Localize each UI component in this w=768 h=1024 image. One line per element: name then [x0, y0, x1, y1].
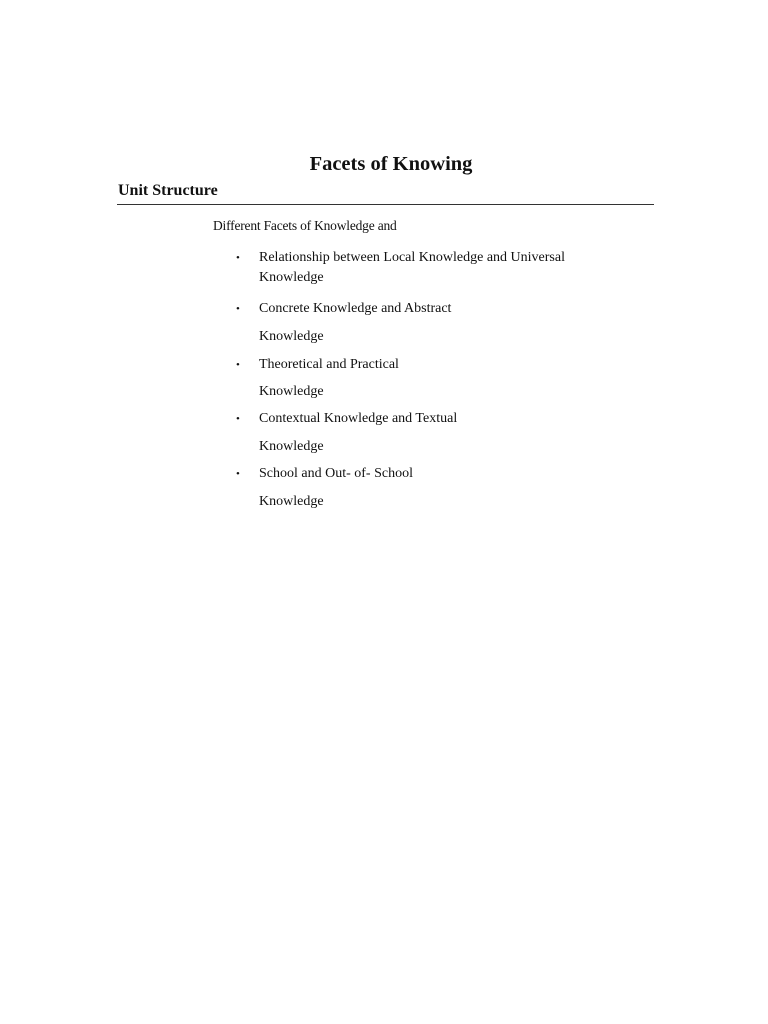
list-item-line1: Relationship between Local Knowledge and Universal: [259, 250, 565, 265]
list-item-line1: Contextual Knowledge and Textual: [259, 411, 458, 426]
heading-divider: [117, 204, 654, 205]
bullet-icon: •: [236, 252, 240, 264]
list-item-line2: Knowledge: [259, 494, 324, 509]
list-item-line1: School and Out- of- School: [259, 466, 413, 481]
list-item-line2: Knowledge: [259, 439, 324, 454]
page-title: Facets of Knowing: [309, 153, 473, 175]
list-item-line2: Knowledge: [259, 270, 324, 285]
bullet-icon: •: [236, 413, 240, 425]
list-item-line2: Knowledge: [259, 384, 324, 399]
bullet-icon: •: [236, 468, 240, 480]
list-item-line2: Knowledge: [259, 329, 324, 344]
bullet-icon: •: [236, 359, 240, 371]
section-heading: Unit Structure: [118, 182, 218, 199]
list-item-line1: Concrete Knowledge and Abstract: [259, 301, 452, 316]
bullet-icon: •: [236, 303, 240, 315]
list-item-line1: Theoretical and Practical: [259, 357, 399, 372]
intro-text: Different Facets of Knowledge and: [213, 218, 397, 233]
